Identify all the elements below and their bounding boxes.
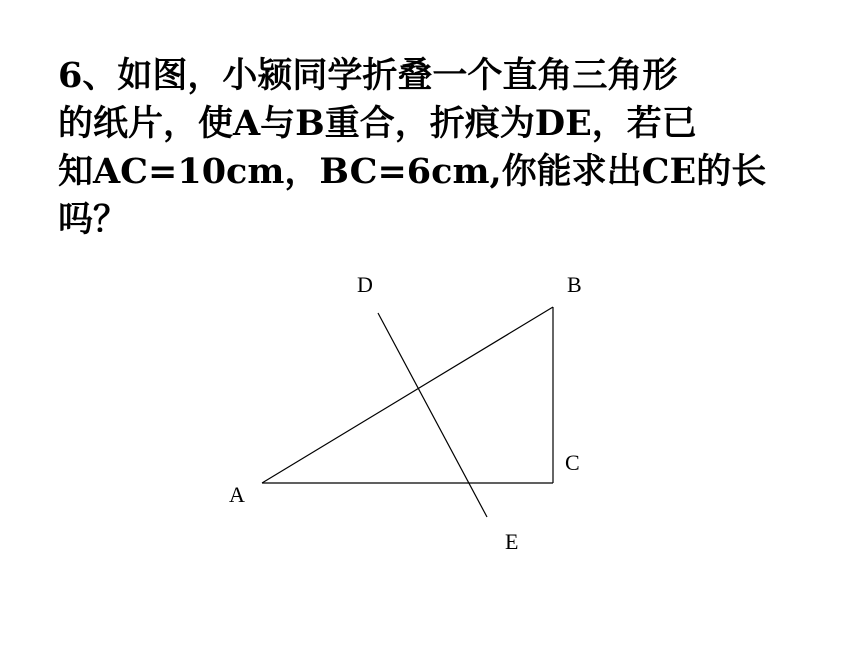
problem-line-1: 6、如图，小颍同学折叠一个直角三角形 [58,55,678,96]
label-c: C [565,450,580,475]
label-b: B [567,272,582,297]
label-e: E [505,529,519,554]
problem-line-3: 知AC=10cm，BC=6cm,你能求出CE的长 [58,151,767,192]
fold-line-de [378,313,487,517]
segment-ab [262,307,553,483]
label-d: D [357,272,373,297]
problem-line-2: 的纸片，使A与B重合，折痕为DE，若已 [58,103,697,144]
problem-line-4: 吗？ [58,199,129,240]
label-a: A [229,482,245,507]
